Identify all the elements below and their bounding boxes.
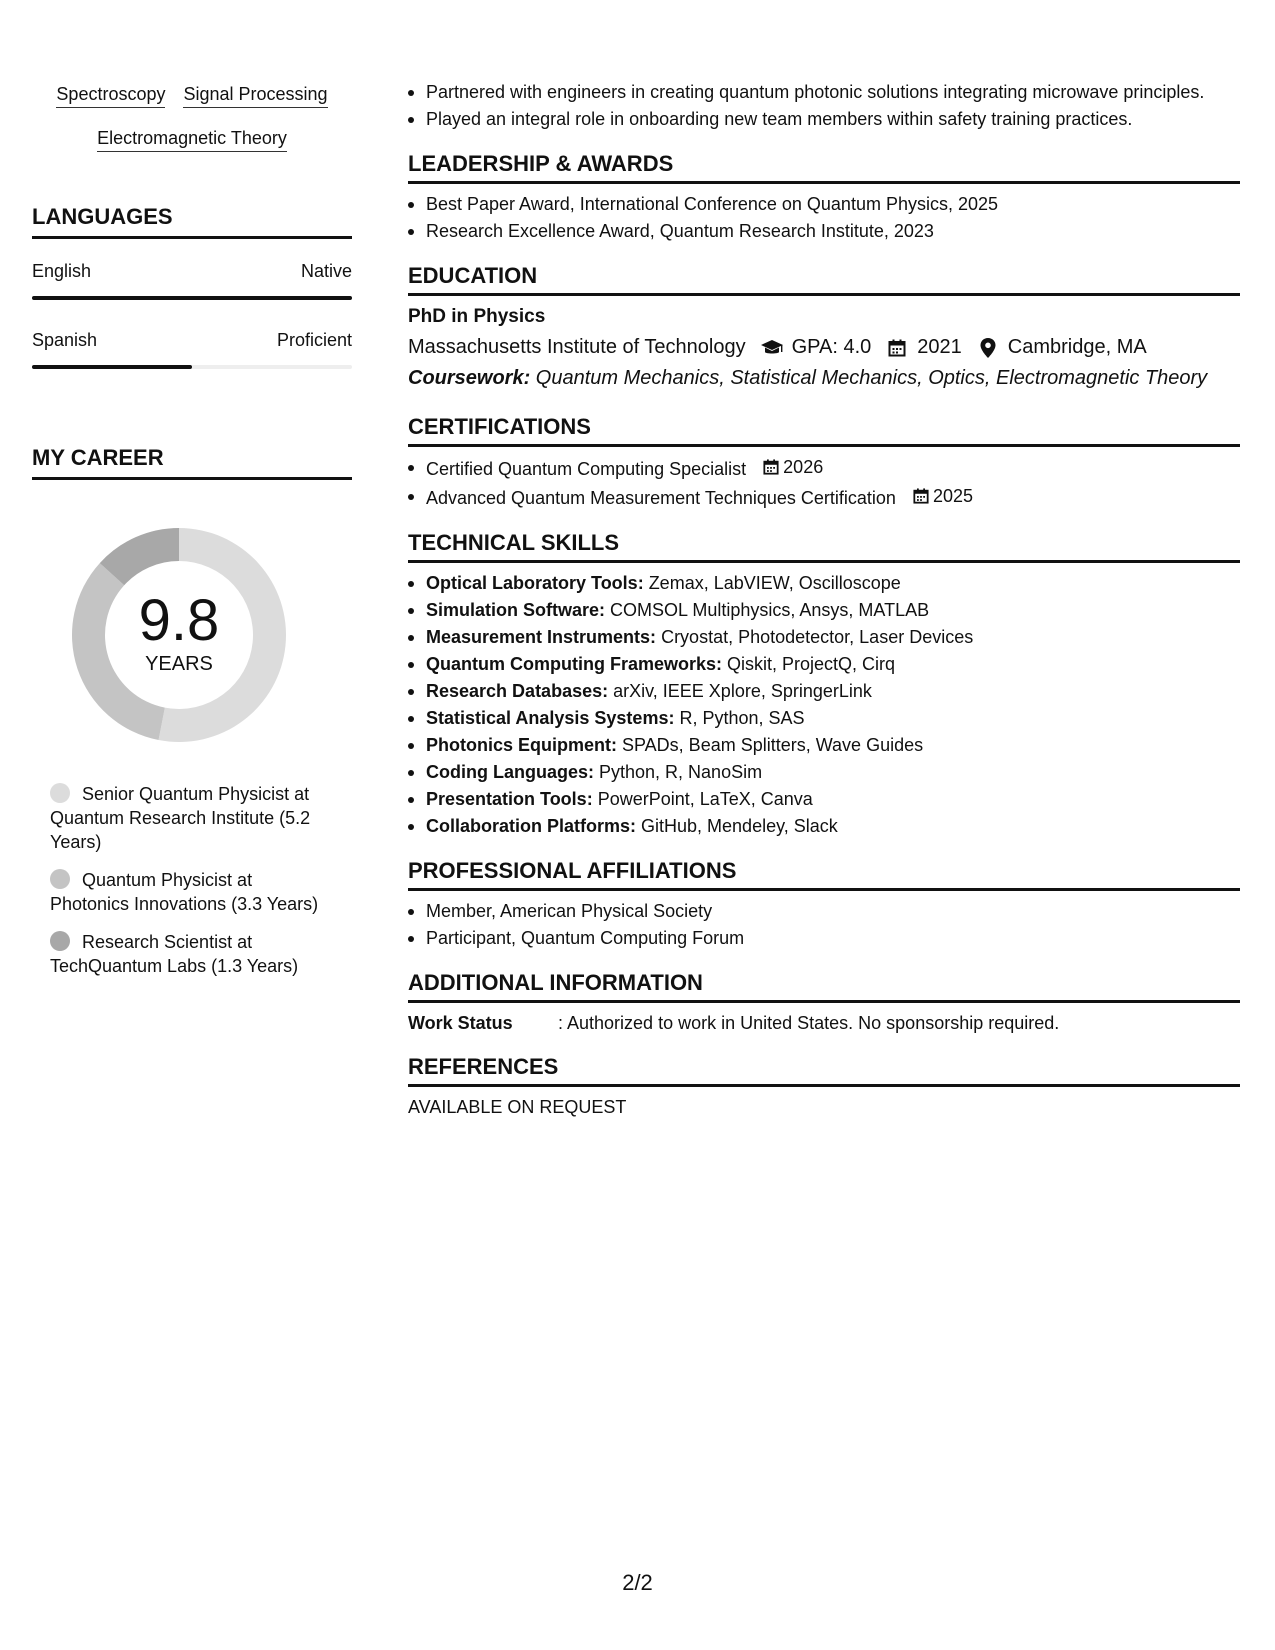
tag-electromagnetic-theory: Electromagnetic Theory [97,128,287,152]
skill-values: Qiskit, ProjectQ, Cirq [722,654,896,674]
page-number: 2/2 [622,1570,653,1595]
career-legend-item [50,930,330,978]
experience-bullet: Partnered with engineers in creating quantum photonic solutions integrating microwave principles. [408,80,1240,104]
education-heading: EDUCATION [408,263,1240,296]
left-column [32,84,352,992]
certification-date [913,484,973,508]
skill-values: COMSOL Multiphysics, Ansys, MATLAB [605,600,930,620]
career-total-unit: YEARS [145,652,213,675]
skill-tags [32,84,352,152]
career-donut-chart [64,520,294,750]
education-location: Cambridge, MA [1007,336,1147,358]
education-degree: PhD in Physics [408,306,546,327]
skill-category: Optical Laboratory Tools: [426,573,644,593]
coursework-label: Coursework: [408,367,531,389]
technical-skills-heading: TECHNICAL SKILLS [408,530,1240,563]
skill-values: R, Python, SAS [674,708,805,728]
language-bar [32,296,352,300]
certification-year: 2026 [783,457,824,477]
language-item [32,330,352,369]
work-status-value: : Authorized to work in United States. No sponsorship required. [558,1013,1060,1033]
certifications-heading: CERTIFICATIONS [408,414,1240,447]
technical-skill-item [408,571,1240,595]
skill-values: Cryostat, Photodetector, Laser Devices [656,627,974,647]
language-name: Spanish [32,330,98,350]
work-status [408,1013,1240,1034]
certification-date [763,455,823,479]
languages-heading: LANGUAGES [32,204,352,239]
skill-category: Presentation Tools: [426,789,593,809]
certification-name: Advanced Quantum Measurement Techniques Certification [426,488,896,508]
legend-swatch [50,783,70,803]
certification-item [408,484,1240,510]
technical-skill-item [408,652,1240,676]
technical-skill-item [408,706,1240,730]
skill-category: Measurement Instruments: [426,627,657,647]
languages-section [32,204,352,369]
certification-item [408,455,1240,481]
legend-label: Research Scientist at TechQuantum Labs (1.3 Years) [50,932,299,976]
skill-category: Collaboration Platforms: [426,816,637,836]
legend-label: Quantum Physicist at Photonics Innovations (3.3 Years) [50,870,319,914]
skill-category: Quantum Computing Frameworks: [426,654,723,674]
location-pin-icon [976,338,1000,358]
career-total-value: 9.8 [138,587,220,653]
graduation-cap-icon [760,338,784,358]
references-heading: REFERENCES [408,1054,1240,1087]
tag-row-2 [32,128,352,152]
legend-swatch [50,931,70,951]
skill-values: GitHub, Mendeley, Slack [636,816,838,836]
right-column [408,80,1240,1118]
tag-row-1 [32,84,352,108]
language-bar [32,365,352,369]
award-item: Research Excellence Award, Quantum Research Institute, 2023 [408,219,1240,243]
education-year: 2021 [917,336,962,358]
certification-name: Certified Quantum Computing Specialist [426,459,747,479]
references-text: AVAILABLE ON REQUEST [408,1097,627,1117]
career-legend [32,782,352,978]
technical-skill-item [408,733,1240,757]
skill-category: Simulation Software: [426,600,606,620]
affiliations-heading: PROFESSIONAL AFFILIATIONS [408,858,1240,891]
skill-values: PowerPoint, LaTeX, Canva [592,789,813,809]
language-level: Proficient [276,330,352,350]
skill-values: SPADs, Beam Splitters, Wave Guides [617,735,924,755]
skill-values: Python, R, NanoSim [594,762,763,782]
work-status-label: Work Status [408,1013,513,1033]
affiliations-list [408,899,1240,950]
affiliation-item: Participant, Quantum Computing Forum [408,926,1240,950]
tag-spectroscopy: Spectroscopy [56,84,165,108]
skill-category: Photonics Equipment: [426,735,617,755]
technical-skill-item [408,787,1240,811]
career-heading: MY CAREER [32,445,352,480]
skill-values: arXiv, IEEE Xplore, SpringerLink [608,681,872,701]
career-legend-item [50,782,330,854]
language-bar-fill [32,296,352,300]
language-item [32,261,352,300]
language-level: Native [300,261,352,281]
calendar-icon [885,338,909,358]
legend-swatch [50,869,70,889]
affiliation-item: Member, American Physical Society [408,899,1240,923]
technical-skill-item [408,625,1240,649]
education-coursework [408,367,1240,390]
tag-signal-processing: Signal Processing [183,84,327,108]
skill-category: Coding Languages: [426,762,594,782]
award-item: Best Paper Award, International Conference on Quantum Physics, 2025 [408,192,1240,216]
education-school: Massachusetts Institute of Technology [408,336,746,358]
language-bar-fill [32,365,192,369]
additional-info-heading: ADDITIONAL INFORMATION [408,970,1240,1003]
skill-category: Statistical Analysis Systems: [426,708,675,728]
calendar-icon [913,488,929,504]
skill-category: Research Databases: [426,681,609,701]
language-line [32,330,352,351]
leadership-list [408,192,1240,243]
technical-skill-item [408,814,1240,838]
certification-year: 2025 [932,486,973,506]
leadership-heading: LEADERSHIP & AWARDS [408,151,1240,184]
education-details [408,336,1240,359]
certifications-list [408,455,1240,510]
career-section [32,445,352,978]
language-line [32,261,352,282]
career-legend-item [50,868,330,916]
donut-center [64,520,294,750]
language-name: English [32,261,92,281]
technical-skill-item [408,760,1240,784]
legend-label: Senior Quantum Physicist at Quantum Research Institute (5.2 Years) [50,784,311,852]
technical-skills-list [408,571,1240,838]
skill-values: Zemax, LabVIEW, Oscilloscope [643,573,901,593]
technical-skill-item [408,598,1240,622]
education-gpa: GPA: 4.0 [791,336,872,358]
calendar-icon [763,459,779,475]
technical-skill-item [408,679,1240,703]
experience-bullets [408,80,1240,131]
experience-bullet: Played an integral role in onboarding new team members within safety training practices. [408,107,1240,131]
coursework-list: Quantum Mechanics, Statistical Mechanics, Optics, Electromagnetic Theory [530,367,1208,389]
